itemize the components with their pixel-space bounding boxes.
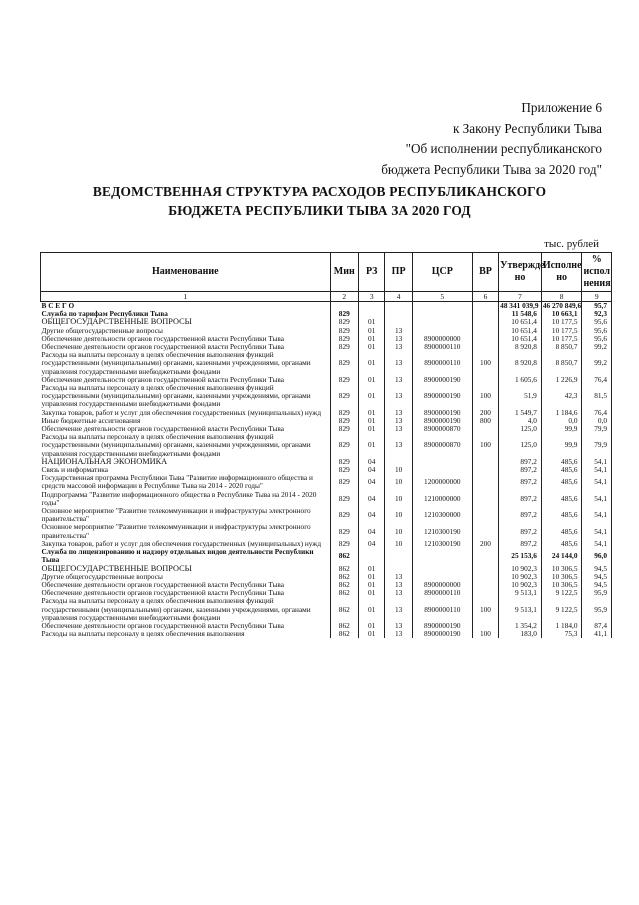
cell-expense-type: 100 xyxy=(472,433,498,458)
cell-section: 01 xyxy=(359,335,385,343)
cell-executed: 485,6 xyxy=(541,474,582,490)
cell-subsection: 10 xyxy=(385,491,412,507)
cell-expense-type xyxy=(472,318,498,326)
cell-target-article: 8900000870 xyxy=(412,425,472,433)
cell-ministry: 862 xyxy=(330,630,358,638)
cell-approved: 897,2 xyxy=(499,507,542,523)
cell-percent: 81,5 xyxy=(582,384,612,409)
cell-subsection: 13 xyxy=(385,425,412,433)
col-header-rz: РЗ xyxy=(359,253,385,292)
table-body xyxy=(41,302,612,639)
cell-ministry: 862 xyxy=(330,597,358,622)
cell-percent: 76,4 xyxy=(582,409,612,417)
cell-ministry: 829 xyxy=(330,417,358,425)
cell-approved: 25 153,6 xyxy=(499,548,542,564)
cell-target-article: 1210300190 xyxy=(412,523,472,539)
cell-name: Служба по лицензированию и надзору отдельных видов деятельности Республики Тыва xyxy=(41,547,314,565)
col-header-pr: ПР xyxy=(385,253,412,292)
cell-percent: 94,5 xyxy=(582,581,612,589)
cell-section: 01 xyxy=(359,409,385,417)
cell-executed: 99,9 xyxy=(541,425,582,433)
cell-target-article xyxy=(412,458,472,466)
cell-expense-type: 800 xyxy=(472,417,498,425)
cell-subsection: 13 xyxy=(385,417,412,425)
cell-expense-type: 100 xyxy=(472,351,498,376)
cell-target-article: 8900000190 xyxy=(412,409,472,417)
cell-executed: 485,6 xyxy=(541,466,582,474)
cell-approved: 1 549,7 xyxy=(499,409,542,417)
cell-name: Расходы на выплаты персоналу в целях обеспечения выполнения xyxy=(41,629,245,639)
cell-subsection: 13 xyxy=(385,335,412,343)
cell-expense-type xyxy=(472,548,498,564)
cell-executed: 485,6 xyxy=(541,523,582,539)
cell-section: 01 xyxy=(359,565,385,573)
cell-target-article: 1210300000 xyxy=(412,507,472,523)
cell-name: Обеспечение деятельности органов государственной власти Республики Тыва xyxy=(41,588,284,598)
cell-expense-type xyxy=(472,581,498,589)
cell-subsection: 13 xyxy=(385,573,412,581)
cell-executed: 99,9 xyxy=(541,433,582,458)
cell-target-article: 8900000190 xyxy=(412,376,472,384)
cell-target-article: 8900000110 xyxy=(412,351,472,376)
cell-section: 04 xyxy=(359,540,385,548)
cell-approved: 897,2 xyxy=(499,458,542,466)
cell-subsection: 13 xyxy=(385,581,412,589)
cell-name: НАЦИОНАЛЬНАЯ ЭКОНОМИКА xyxy=(41,456,168,466)
cell-ministry: 862 xyxy=(330,589,358,597)
cell-expense-type: 100 xyxy=(472,384,498,409)
cell-subsection: 13 xyxy=(385,622,412,630)
cell-name: Обеспечение деятельности органов государственной власти Республики Тыва xyxy=(41,579,284,589)
cell-ministry: 862 xyxy=(330,565,358,573)
cell-ministry: 829 xyxy=(330,351,358,376)
cell-section xyxy=(359,302,385,311)
cell-section: 01 xyxy=(359,433,385,458)
cell-subsection: 13 xyxy=(385,376,412,384)
cell-name: Основное мероприятие "Развитие телекоммуникации и инфраструктуры электронного правительства" xyxy=(41,506,311,524)
annex-line: к Закону Республики Тыва xyxy=(452,120,602,136)
cell-subsection: 13 xyxy=(385,589,412,597)
table-row xyxy=(41,507,612,523)
cell-subsection xyxy=(385,302,412,311)
cell-expense-type xyxy=(472,565,498,573)
cell-name: Подпрограмма "Развитие информационного общества в Республике Тыва на 2014 - 2020 годы" xyxy=(41,489,317,507)
cell-percent: 76,4 xyxy=(582,376,612,384)
cell-executed: 10 177,5 xyxy=(541,335,582,343)
budget-table xyxy=(40,252,612,638)
cell-percent: 54,1 xyxy=(582,474,612,490)
cell-section: 01 xyxy=(359,581,385,589)
cell-target-article: 8900000190 xyxy=(412,630,472,638)
cell-subsection: 13 xyxy=(385,433,412,458)
cell-expense-type xyxy=(472,507,498,523)
cell-approved: 11 548,6 xyxy=(499,310,542,318)
table-row xyxy=(41,433,612,458)
cell-target-article: 1210000000 xyxy=(412,491,472,507)
cell-expense-type xyxy=(472,474,498,490)
cell-approved: 9 513,1 xyxy=(499,597,542,622)
cell-subsection: 13 xyxy=(385,409,412,417)
cell-name: Государственная программа Республики Тыва "Развитие информационного общества и средств массовой информации в Республике Тыва на 2014 - 2020 годы" xyxy=(41,473,313,491)
cell-subsection: 13 xyxy=(385,597,412,622)
cell-executed: 0,0 xyxy=(541,417,582,425)
cell-target-article xyxy=(412,310,472,318)
table-row xyxy=(41,630,612,638)
cell-section: 04 xyxy=(359,466,385,474)
table-row xyxy=(41,474,612,490)
cell-ministry: 829 xyxy=(330,343,358,351)
cell-percent: 41,1 xyxy=(582,630,612,638)
cell-percent: 54,1 xyxy=(582,540,612,548)
cell-percent: 54,1 xyxy=(582,491,612,507)
cell-approved: 4,0 xyxy=(499,417,542,425)
cell-target-article: 8900000190 xyxy=(412,622,472,630)
cell-percent: 94,5 xyxy=(582,565,612,573)
cell-ministry: 829 xyxy=(330,384,358,409)
cell-section: 04 xyxy=(359,474,385,490)
cell-ministry: 829 xyxy=(330,310,358,318)
cell-executed: 485,6 xyxy=(541,507,582,523)
column-number: 9 xyxy=(582,292,612,302)
cell-ministry: 862 xyxy=(330,581,358,589)
table-row xyxy=(41,491,612,507)
cell-percent: 79,9 xyxy=(582,425,612,433)
cell-name: Расходы на выплаты персоналу в целях обеспечения выполнения функций государственными (муниципальными) органами, казенными учреждениями, органами управления государственными внебюджетными фондами xyxy=(41,383,311,409)
cell-approved: 125,0 xyxy=(499,433,542,458)
cell-ministry: 829 xyxy=(330,335,358,343)
column-number: 6 xyxy=(472,292,498,302)
document-title xyxy=(0,182,639,220)
cell-expense-type xyxy=(472,466,498,474)
cell-approved: 10 651,4 xyxy=(499,327,542,335)
cell-subsection: 10 xyxy=(385,540,412,548)
cell-executed: 10 306,5 xyxy=(541,581,582,589)
cell-target-article: 1200000000 xyxy=(412,474,472,490)
cell-target-article: 1210300190 xyxy=(412,540,472,548)
cell-expense-type xyxy=(472,310,498,318)
cell-ministry: 862 xyxy=(330,622,358,630)
cell-section: 01 xyxy=(359,343,385,351)
cell-section: 01 xyxy=(359,318,385,326)
cell-executed: 10 177,5 xyxy=(541,327,582,335)
cell-percent: 54,1 xyxy=(582,523,612,539)
cell-name: Обеспечение деятельности органов государственной власти Республики Тыва xyxy=(41,620,284,630)
cell-section: 01 xyxy=(359,622,385,630)
cell-percent: 54,1 xyxy=(582,466,612,474)
cell-executed: 46 270 849,6 xyxy=(542,301,582,310)
cell-subsection: 13 xyxy=(385,384,412,409)
title-line: ВЕДОМСТВЕННАЯ СТРУКТУРА РАСХОДОВ РЕСПУБЛИКАНСКОГО xyxy=(92,184,547,199)
cell-name: Обеспечение деятельности органов государственной власти Республики Тыва xyxy=(41,342,284,352)
cell-ministry: 829 xyxy=(330,409,358,417)
cell-percent: 95,9 xyxy=(582,589,612,597)
cell-section: 01 xyxy=(359,327,385,335)
cell-target-article xyxy=(412,318,472,326)
cell-expense-type xyxy=(472,327,498,335)
cell-percent: 99,2 xyxy=(582,351,612,376)
cell-approved: 10 902,3 xyxy=(499,573,542,581)
cell-executed: 485,6 xyxy=(541,540,582,548)
cell-expense-type xyxy=(472,425,498,433)
cell-expense-type: 200 xyxy=(472,409,498,417)
cell-percent: 54,1 xyxy=(582,458,612,466)
cell-name: Закупка товаров, работ и услуг для обеспечения государственных (муниципальных) нужд xyxy=(41,407,322,417)
cell-expense-type xyxy=(472,335,498,343)
cell-executed: 9 122,5 xyxy=(541,597,582,622)
cell-expense-type xyxy=(472,589,498,597)
cell-target-article: 8900000000 xyxy=(412,335,472,343)
col-header-vr: ВР xyxy=(472,253,498,292)
cell-executed: 75,3 xyxy=(541,630,582,638)
cell-section: 01 xyxy=(359,376,385,384)
cell-section: 04 xyxy=(359,507,385,523)
cell-section: 01 xyxy=(359,425,385,433)
cell-name: Другие общегосударственные вопросы xyxy=(41,571,163,581)
table-row xyxy=(41,548,612,564)
cell-name: Обеспечение деятельности органов государственной власти Республики Тыва xyxy=(41,424,284,434)
cell-subsection: 10 xyxy=(385,466,412,474)
cell-section: 01 xyxy=(359,630,385,638)
cell-subsection: 13 xyxy=(385,343,412,351)
cell-name: Закупка товаров, работ и услуг для обеспечения государственных (муниципальных) нужд xyxy=(41,538,322,548)
column-number: 4 xyxy=(385,292,412,302)
cell-expense-type: 100 xyxy=(472,597,498,622)
cell-executed: 1 184,0 xyxy=(541,622,582,630)
cell-name: Служба по тарифам Республики Тыва xyxy=(41,309,168,319)
cell-approved: 10 902,3 xyxy=(499,581,542,589)
cell-name: Обеспечение деятельности органов государственной власти Республики Тыва xyxy=(41,374,284,384)
column-number: 7 xyxy=(499,292,542,302)
cell-percent: 92,3 xyxy=(582,310,612,318)
cell-percent: 0,0 xyxy=(582,417,612,425)
cell-executed: 485,6 xyxy=(541,491,582,507)
cell-percent: 87,4 xyxy=(582,622,612,630)
cell-subsection: 13 xyxy=(385,327,412,335)
cell-expense-type xyxy=(472,573,498,581)
cell-percent: 94,5 xyxy=(582,573,612,581)
col-header-percent: % испол нения xyxy=(582,253,612,292)
cell-target-article: 8900000870 xyxy=(412,433,472,458)
table-row xyxy=(41,351,612,376)
cell-subsection: 10 xyxy=(385,523,412,539)
column-number: 1 xyxy=(41,292,331,302)
cell-expense-type xyxy=(472,523,498,539)
table-row xyxy=(41,384,612,409)
table-row xyxy=(41,597,612,622)
cell-target-article xyxy=(412,302,472,311)
cell-ministry: 829 xyxy=(330,433,358,458)
cell-name: ОБЩЕГОСУДАРСТВЕННЫЕ ВОПРОСЫ xyxy=(41,317,192,327)
cell-name: Иные бюджетные ассигнования xyxy=(41,415,141,425)
cell-approved: 8 920,8 xyxy=(499,343,542,351)
cell-target-article: 8900000190 xyxy=(412,417,472,425)
cell-ministry: 829 xyxy=(330,318,358,326)
cell-approved: 183,0 xyxy=(499,630,542,638)
column-number: 2 xyxy=(330,292,358,302)
cell-subsection: 13 xyxy=(385,630,412,638)
cell-executed: 42,3 xyxy=(541,384,582,409)
cell-approved: 10 651,4 xyxy=(499,335,542,343)
cell-target-article xyxy=(412,565,472,573)
cell-section: 01 xyxy=(359,351,385,376)
cell-target-article: 8900000000 xyxy=(412,581,472,589)
cell-section: 01 xyxy=(359,573,385,581)
cell-ministry: 829 xyxy=(330,491,358,507)
cell-executed: 8 850,7 xyxy=(541,343,582,351)
cell-target-article: 8900000110 xyxy=(412,589,472,597)
cell-approved: 48 341 039,9 xyxy=(499,302,542,311)
annex-header xyxy=(381,98,602,180)
cell-section: 04 xyxy=(359,523,385,539)
cell-ministry: 829 xyxy=(330,540,358,548)
cell-approved: 125,0 xyxy=(499,425,542,433)
cell-expense-type xyxy=(472,458,498,466)
cell-name: Обеспечение деятельности органов государственной власти Республики Тыва xyxy=(41,333,284,343)
cell-expense-type: 200 xyxy=(472,540,498,548)
cell-name: Расходы на выплаты персоналу в целях обеспечения выполнения функций государственными (муниципальными) органами, казенными учреждениями, органами управления государственными внебюджетными фондами xyxy=(41,432,311,458)
cell-ministry: 829 xyxy=(330,523,358,539)
cell-name: Основное мероприятие "Развитие телекоммуникации и инфраструктуры электронного правительства" xyxy=(41,522,311,540)
table-header-row xyxy=(41,253,612,292)
cell-executed: 1 184,6 xyxy=(541,409,582,417)
column-number: 3 xyxy=(359,292,385,302)
cell-target-article xyxy=(412,548,472,564)
cell-percent: 79,9 xyxy=(582,433,612,458)
column-number-row xyxy=(41,292,612,302)
annex-line: бюджета Республики Тыва за 2020 год" xyxy=(381,161,602,177)
cell-ministry: 829 xyxy=(330,466,358,474)
cell-percent: 95,6 xyxy=(582,335,612,343)
cell-expense-type xyxy=(472,343,498,351)
table-row xyxy=(41,523,612,539)
cell-ministry: 829 xyxy=(330,458,358,466)
cell-name: Другие общегосударственные вопросы xyxy=(41,325,163,335)
cell-expense-type xyxy=(472,302,498,311)
cell-section: 01 xyxy=(359,417,385,425)
cell-approved: 897,2 xyxy=(499,491,542,507)
cell-target-article xyxy=(412,466,472,474)
cell-expense-type xyxy=(472,376,498,384)
cell-subsection xyxy=(385,310,412,318)
cell-percent: 54,1 xyxy=(582,507,612,523)
column-number: 5 xyxy=(412,292,472,302)
cell-subsection xyxy=(385,548,412,564)
cell-executed: 10 306,5 xyxy=(541,573,582,581)
cell-executed: 10 306,5 xyxy=(541,565,582,573)
cell-executed: 10 663,1 xyxy=(541,310,582,318)
cell-subsection: 10 xyxy=(385,474,412,490)
cell-ministry: 829 xyxy=(330,474,358,490)
cell-approved: 1 605,6 xyxy=(499,376,542,384)
cell-target-article: 8900000110 xyxy=(412,343,472,351)
annex-line: Приложение 6 xyxy=(521,100,602,115)
cell-section: 04 xyxy=(359,491,385,507)
column-number: 8 xyxy=(541,292,582,302)
cell-name: Связь и информатика xyxy=(41,465,108,475)
annex-line: "Об исполнении республиканского xyxy=(405,141,602,156)
cell-approved: 897,2 xyxy=(499,474,542,490)
cell-expense-type xyxy=(472,491,498,507)
cell-name: В С Е Г О xyxy=(41,301,75,310)
cell-section: 01 xyxy=(359,597,385,622)
cell-executed: 24 144,0 xyxy=(541,548,582,564)
cell-approved: 10 902,3 xyxy=(499,565,542,573)
cell-section: 01 xyxy=(359,384,385,409)
col-header-min: Мин xyxy=(330,253,358,292)
cell-executed: 9 122,5 xyxy=(541,589,582,597)
cell-name: ОБЩЕГОСУДАРСТВЕННЫЕ ВОПРОСЫ xyxy=(41,563,192,573)
cell-percent: 96,0 xyxy=(582,548,612,564)
cell-approved: 897,2 xyxy=(499,466,542,474)
cell-approved: 51,9 xyxy=(499,384,542,409)
cell-executed: 8 850,7 xyxy=(541,351,582,376)
cell-percent: 95,7 xyxy=(582,302,612,311)
cell-percent: 95,9 xyxy=(582,597,612,622)
cell-name: Расходы на выплаты персоналу в целях обеспечения выполнения функций государственными (муниципальными) органами, казенными учреждениями, органами управления государственными внебюджетными фондами xyxy=(41,596,311,622)
cell-subsection: 13 xyxy=(385,351,412,376)
cell-section: 04 xyxy=(359,458,385,466)
col-header-csr: ЦСР xyxy=(412,253,472,292)
col-header-approved: Утвержде но xyxy=(499,253,542,292)
cell-subsection: 10 xyxy=(385,507,412,523)
cell-ministry: 862 xyxy=(330,548,358,564)
cell-target-article: 8900000110 xyxy=(412,597,472,622)
cell-ministry: 829 xyxy=(330,327,358,335)
cell-percent: 95,6 xyxy=(582,327,612,335)
cell-approved: 897,2 xyxy=(499,540,542,548)
cell-target-article: 8900000190 xyxy=(412,384,472,409)
cell-expense-type: 100 xyxy=(472,630,498,638)
cell-section xyxy=(359,548,385,564)
cell-approved: 897,2 xyxy=(499,523,542,539)
cell-ministry: 862 xyxy=(330,573,358,581)
cell-section: 01 xyxy=(359,589,385,597)
col-header-name: Наименование xyxy=(41,253,331,292)
title-line: БЮДЖЕТА РЕСПУБЛИКИ ТЫВА ЗА 2020 ГОД xyxy=(168,203,471,218)
cell-name: Расходы на выплаты персоналу в целях обеспечения выполнения функций государственными (муниципальными) органами, казенными учреждениями, органами управления государственными внебюджетными фондами xyxy=(41,350,311,376)
cell-percent: 95,6 xyxy=(582,318,612,326)
cell-ministry: 829 xyxy=(330,376,358,384)
cell-ministry: 829 xyxy=(330,507,358,523)
cell-ministry: 829 xyxy=(330,425,358,433)
cell-approved: 10 651,4 xyxy=(499,318,542,326)
cell-approved: 1 354,2 xyxy=(499,622,542,630)
cell-approved: 8 920,8 xyxy=(499,351,542,376)
units-label: тыс. рублей xyxy=(544,238,599,250)
cell-executed: 10 177,5 xyxy=(541,318,582,326)
cell-executed: 485,6 xyxy=(541,458,582,466)
col-header-executed: Исполне но xyxy=(541,253,582,292)
cell-approved: 9 513,1 xyxy=(499,589,542,597)
cell-percent: 99,2 xyxy=(582,343,612,351)
cell-executed: 1 226,9 xyxy=(541,376,582,384)
